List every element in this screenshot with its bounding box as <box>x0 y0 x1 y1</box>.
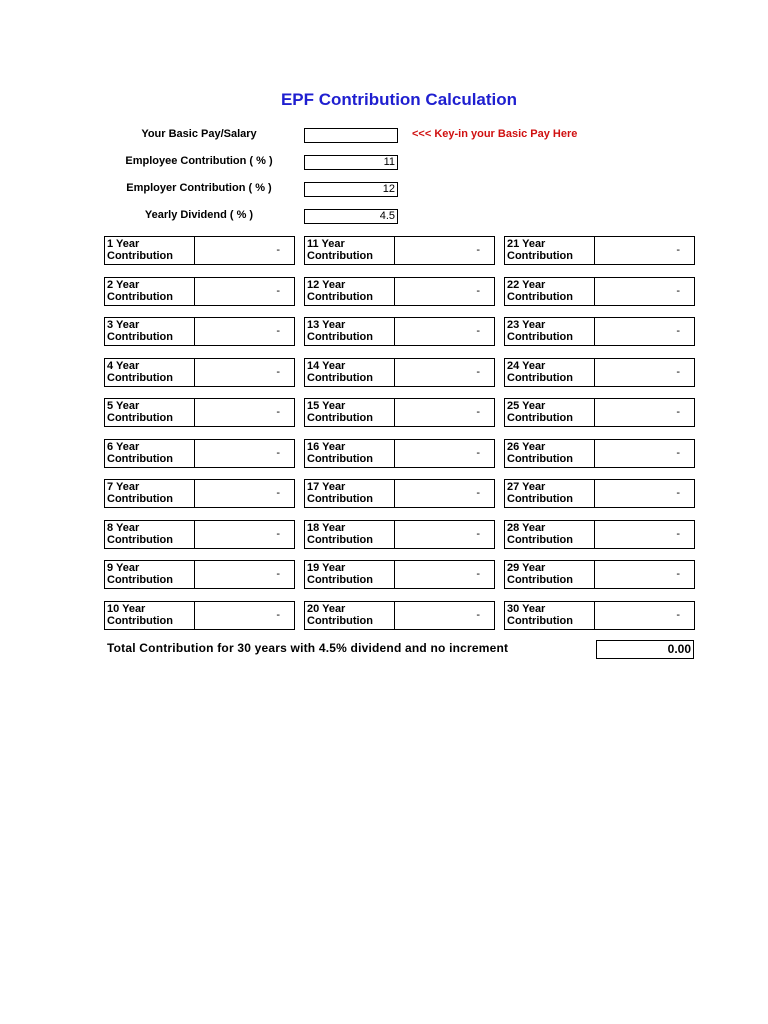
year-card-label <box>505 278 595 305</box>
year-contribution-value: - <box>676 487 680 499</box>
year-card-label <box>305 561 395 588</box>
year-label: 14 Year <box>307 360 346 372</box>
contribution-word: Contribution <box>107 372 173 384</box>
year-contribution-value: - <box>276 609 280 621</box>
year-card-label <box>505 399 595 426</box>
year-contribution-value: - <box>676 366 680 378</box>
year-label: 7 Year <box>107 481 140 493</box>
year-card-label <box>305 237 395 264</box>
contribution-word: Contribution <box>307 453 373 465</box>
year-card-6 <box>104 439 295 468</box>
contribution-word: Contribution <box>107 493 173 505</box>
year-label: 25 Year <box>507 400 546 412</box>
year-card-17 <box>304 479 495 508</box>
contribution-word: Contribution <box>307 331 373 343</box>
year-card-27 <box>504 479 695 508</box>
year-contribution-value: - <box>476 285 480 297</box>
year-card-label <box>305 602 395 629</box>
year-contribution-value: - <box>676 528 680 540</box>
contribution-word: Contribution <box>507 615 573 627</box>
year-card-26 <box>504 439 695 468</box>
year-label: 4 Year <box>107 360 140 372</box>
contribution-word: Contribution <box>507 574 573 586</box>
year-card-25 <box>504 398 695 427</box>
year-label: 20 Year <box>307 603 346 615</box>
year-contribution-value: - <box>476 366 480 378</box>
year-contribution-value: - <box>676 285 680 297</box>
year-card-label <box>505 359 595 386</box>
year-contribution-value: - <box>276 487 280 499</box>
contribution-word: Contribution <box>507 372 573 384</box>
year-card-label <box>305 440 395 467</box>
year-contribution-value: - <box>476 325 480 337</box>
year-label: 10 Year <box>107 603 146 615</box>
year-card-8 <box>104 520 295 549</box>
yearly-dividend-label: Yearly Dividend ( % ) <box>144 209 254 221</box>
year-card-20 <box>304 601 495 630</box>
contribution-word: Contribution <box>107 574 173 586</box>
year-card-9 <box>104 560 295 589</box>
contribution-word: Contribution <box>307 574 373 586</box>
year-label: 26 Year <box>507 441 546 453</box>
year-contribution-value: - <box>276 406 280 418</box>
contribution-word: Contribution <box>107 250 173 262</box>
year-label: 27 Year <box>507 481 546 493</box>
contribution-word: Contribution <box>507 250 573 262</box>
year-label: 17 Year <box>307 481 346 493</box>
year-card-label <box>105 399 195 426</box>
contribution-word: Contribution <box>107 453 173 465</box>
total-contribution-value: 0.00 <box>596 640 694 659</box>
year-card-label <box>105 318 195 345</box>
contribution-word: Contribution <box>307 250 373 262</box>
contribution-word: Contribution <box>307 291 373 303</box>
year-label: 5 Year <box>107 400 140 412</box>
contribution-word: Contribution <box>307 412 373 424</box>
year-label: 22 Year <box>507 279 546 291</box>
year-label: 9 Year <box>107 562 140 574</box>
year-card-label <box>305 399 395 426</box>
year-label: 2 Year <box>107 279 140 291</box>
year-card-11 <box>304 236 495 265</box>
basic-pay-hint: <<< Key-in your Basic Pay Here <box>412 128 578 140</box>
yearly-dividend-field[interactable]: 4.5 <box>304 209 398 224</box>
year-label: 18 Year <box>307 522 346 534</box>
contribution-word: Contribution <box>307 534 373 546</box>
year-contribution-value: - <box>476 609 480 621</box>
year-card-label <box>305 480 395 507</box>
year-label: 3 Year <box>107 319 140 331</box>
year-card-label <box>505 602 595 629</box>
year-contribution-value: - <box>276 366 280 378</box>
year-card-21 <box>504 236 695 265</box>
year-label: 21 Year <box>507 238 546 250</box>
total-contribution-label: Total Contribution for 30 years with 4.5% dividend and no increment <box>107 641 509 655</box>
employer-contribution-field[interactable]: 12 <box>304 182 398 197</box>
year-card-label <box>505 237 595 264</box>
year-contribution-value: - <box>476 568 480 580</box>
year-contribution-value: - <box>276 528 280 540</box>
year-card-12 <box>304 277 495 306</box>
year-contribution-value: - <box>476 528 480 540</box>
year-card-label <box>105 278 195 305</box>
year-contribution-value: - <box>676 609 680 621</box>
year-card-label <box>305 359 395 386</box>
year-card-label <box>505 318 595 345</box>
contribution-word: Contribution <box>507 493 573 505</box>
year-label: 6 Year <box>107 441 140 453</box>
year-label: 19 Year <box>307 562 346 574</box>
year-card-29 <box>504 560 695 589</box>
year-card-10 <box>104 601 295 630</box>
contribution-word: Contribution <box>107 534 173 546</box>
year-contribution-value: - <box>276 568 280 580</box>
year-card-label <box>105 440 195 467</box>
year-card-label <box>505 521 595 548</box>
year-card-label <box>505 561 595 588</box>
year-card-4 <box>104 358 295 387</box>
year-label: 11 Year <box>307 238 345 250</box>
year-label: 13 Year <box>307 319 346 331</box>
year-card-label <box>305 521 395 548</box>
year-card-15 <box>304 398 495 427</box>
year-contribution-value: - <box>276 325 280 337</box>
year-contribution-value: - <box>476 244 480 256</box>
year-card-19 <box>304 560 495 589</box>
contribution-word: Contribution <box>507 453 573 465</box>
basic-pay-field[interactable] <box>304 128 398 143</box>
year-label: 24 Year <box>507 360 546 372</box>
year-card-label <box>105 359 195 386</box>
year-card-30 <box>504 601 695 630</box>
year-card-label <box>105 521 195 548</box>
year-contribution-value: - <box>476 406 480 418</box>
year-contribution-value: - <box>276 447 280 459</box>
year-card-label <box>505 480 595 507</box>
year-label: 23 Year <box>507 319 546 331</box>
contribution-word: Contribution <box>507 291 573 303</box>
year-card-5 <box>104 398 295 427</box>
year-contribution-value: - <box>476 487 480 499</box>
year-label: 12 Year <box>307 279 346 291</box>
year-card-label <box>505 440 595 467</box>
year-card-13 <box>304 317 495 346</box>
year-label: 8 Year <box>107 522 140 534</box>
year-card-18 <box>304 520 495 549</box>
basic-pay-label: Your Basic Pay/Salary <box>141 128 257 140</box>
employee-contribution-label: Employee Contribution ( % ) <box>125 155 273 167</box>
year-card-label <box>105 561 195 588</box>
year-label: 16 Year <box>307 441 346 453</box>
year-contribution-value: - <box>676 447 680 459</box>
year-contribution-value: - <box>676 568 680 580</box>
employer-contribution-label: Employer Contribution ( % ) <box>126 182 272 194</box>
year-card-label <box>305 278 395 305</box>
year-label: 30 Year <box>507 603 546 615</box>
year-card-label <box>105 602 195 629</box>
year-card-2 <box>104 277 295 306</box>
year-card-label <box>105 237 195 264</box>
year-contribution-value: - <box>676 325 680 337</box>
year-contribution-value: - <box>676 406 680 418</box>
year-card-16 <box>304 439 495 468</box>
employee-contribution-field[interactable]: 11 <box>304 155 398 170</box>
year-label: 1 Year <box>107 238 140 250</box>
contribution-word: Contribution <box>107 412 173 424</box>
contribution-word: Contribution <box>307 493 373 505</box>
page-title: EPF Contribution Calculation <box>280 90 518 109</box>
contribution-word: Contribution <box>307 615 373 627</box>
contribution-word: Contribution <box>507 534 573 546</box>
year-label: 28 Year <box>507 522 546 534</box>
year-card-label <box>305 318 395 345</box>
year-card-1 <box>104 236 295 265</box>
year-label: 29 Year <box>507 562 546 574</box>
year-contribution-value: - <box>476 447 480 459</box>
year-contribution-value: - <box>276 285 280 297</box>
year-label: 15 Year <box>307 400 346 412</box>
year-card-28 <box>504 520 695 549</box>
contribution-word: Contribution <box>307 372 373 384</box>
year-contribution-value: - <box>276 244 280 256</box>
contribution-word: Contribution <box>107 615 173 627</box>
year-card-14 <box>304 358 495 387</box>
contribution-word: Contribution <box>107 291 173 303</box>
year-card-22 <box>504 277 695 306</box>
year-card-3 <box>104 317 295 346</box>
contribution-word: Contribution <box>507 412 573 424</box>
year-card-label <box>105 480 195 507</box>
contribution-word: Contribution <box>107 331 173 343</box>
year-contribution-value: - <box>676 244 680 256</box>
year-card-24 <box>504 358 695 387</box>
year-card-23 <box>504 317 695 346</box>
contribution-word: Contribution <box>507 331 573 343</box>
year-card-7 <box>104 479 295 508</box>
